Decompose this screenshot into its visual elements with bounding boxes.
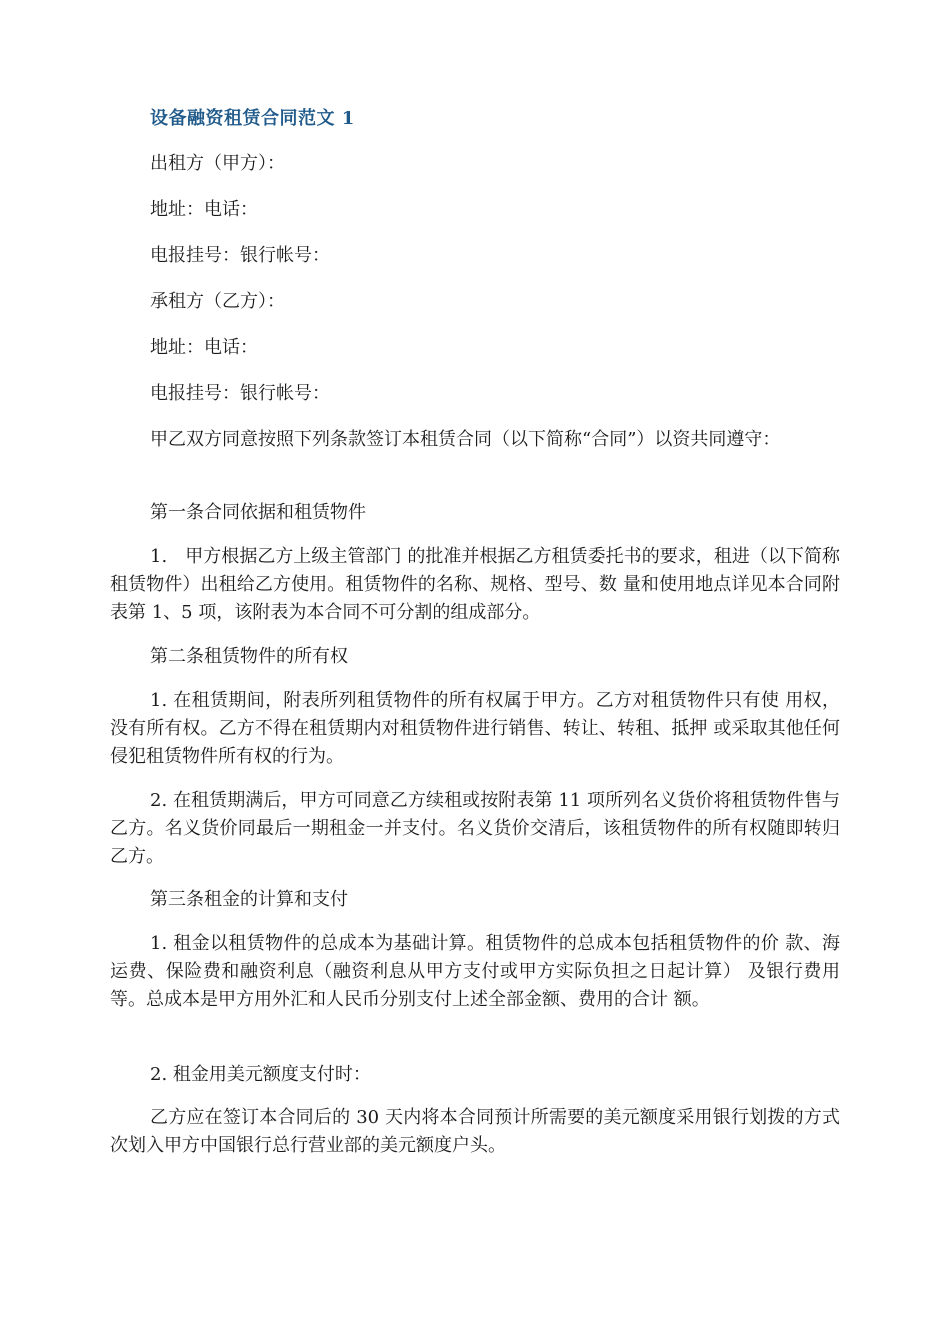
article3-clause2: 2. 租金用美元额度支付时： [150,1064,371,1085]
article3-heading: 第三条租金的计算和支付 [150,889,348,910]
lessee-label: 承租方（乙方）： [150,291,285,312]
document-title: 设备融资租赁合同范文 1 [150,108,355,129]
lessor-label: 出租方（甲方）： [150,153,285,174]
article2-clause1: 1. 在租赁期间，附表所列租赁物件的所有权属于甲方。乙方对租赁物件只有使 用权，没有所有权。乙方不得在租赁期内对租赁物件进行销售、转让、转租、抵押 或采取其他任何侵犯租赁物件所有权的行为。 [110,690,840,767]
lessor-address: 地址：电话： [150,199,258,220]
lessor-bank: 电报挂号：银行帐号： [150,245,330,266]
article3-clause3: 乙方应在签订本合同后的 30 天内将本合同预计所需要的美元额度采用银行划拨的方式 次划入甲方中国银行总行营业部的美元额度户头。 [110,1107,840,1156]
article2-clause2: 2. 在租赁期满后，甲方可同意乙方续租或按附表第 11 项所列名义货价将租赁物件售与乙方。名义货价同最后一期租金一并支付。名义货价交清后，该租赁物件的所有权随即转归乙方。 [110,790,840,867]
lessee-bank: 电报挂号：银行帐号： [150,383,330,404]
lessee-address: 地址：电话： [150,337,258,358]
intro-paragraph: 甲乙双方同意按照下列条款签订本租赁合同（以下简称“合同”）以资共同遵守： [150,429,781,450]
article1-clause1: 1. 甲方根据乙方上级主管部门 的批准并根据乙方租赁委托书的要求，租进（以下简称租赁物件）出租给乙方使用。租赁物件的名称、规格、型号、数 量和使用地点详见本合同附表第 1、5 项，该附表为本合同不可分割的组成部分。 [110,546,840,623]
article2-heading: 第二条租赁物件的所有权 [150,646,348,667]
article1-heading: 第一条合同依据和租赁物件 [150,502,366,523]
article3-clause1: 1. 租金以租赁物件的总成本为基础计算。租赁物件的总成本包括租赁物件的价 款、海运费、保险费和融资利息（融资利息从甲方支付或甲方实际负担之日起计算） 及银行费用等。总成本是甲方用外汇和人民币分别支付上述全部金额、费用的合计 额。 [110,933,840,1010]
